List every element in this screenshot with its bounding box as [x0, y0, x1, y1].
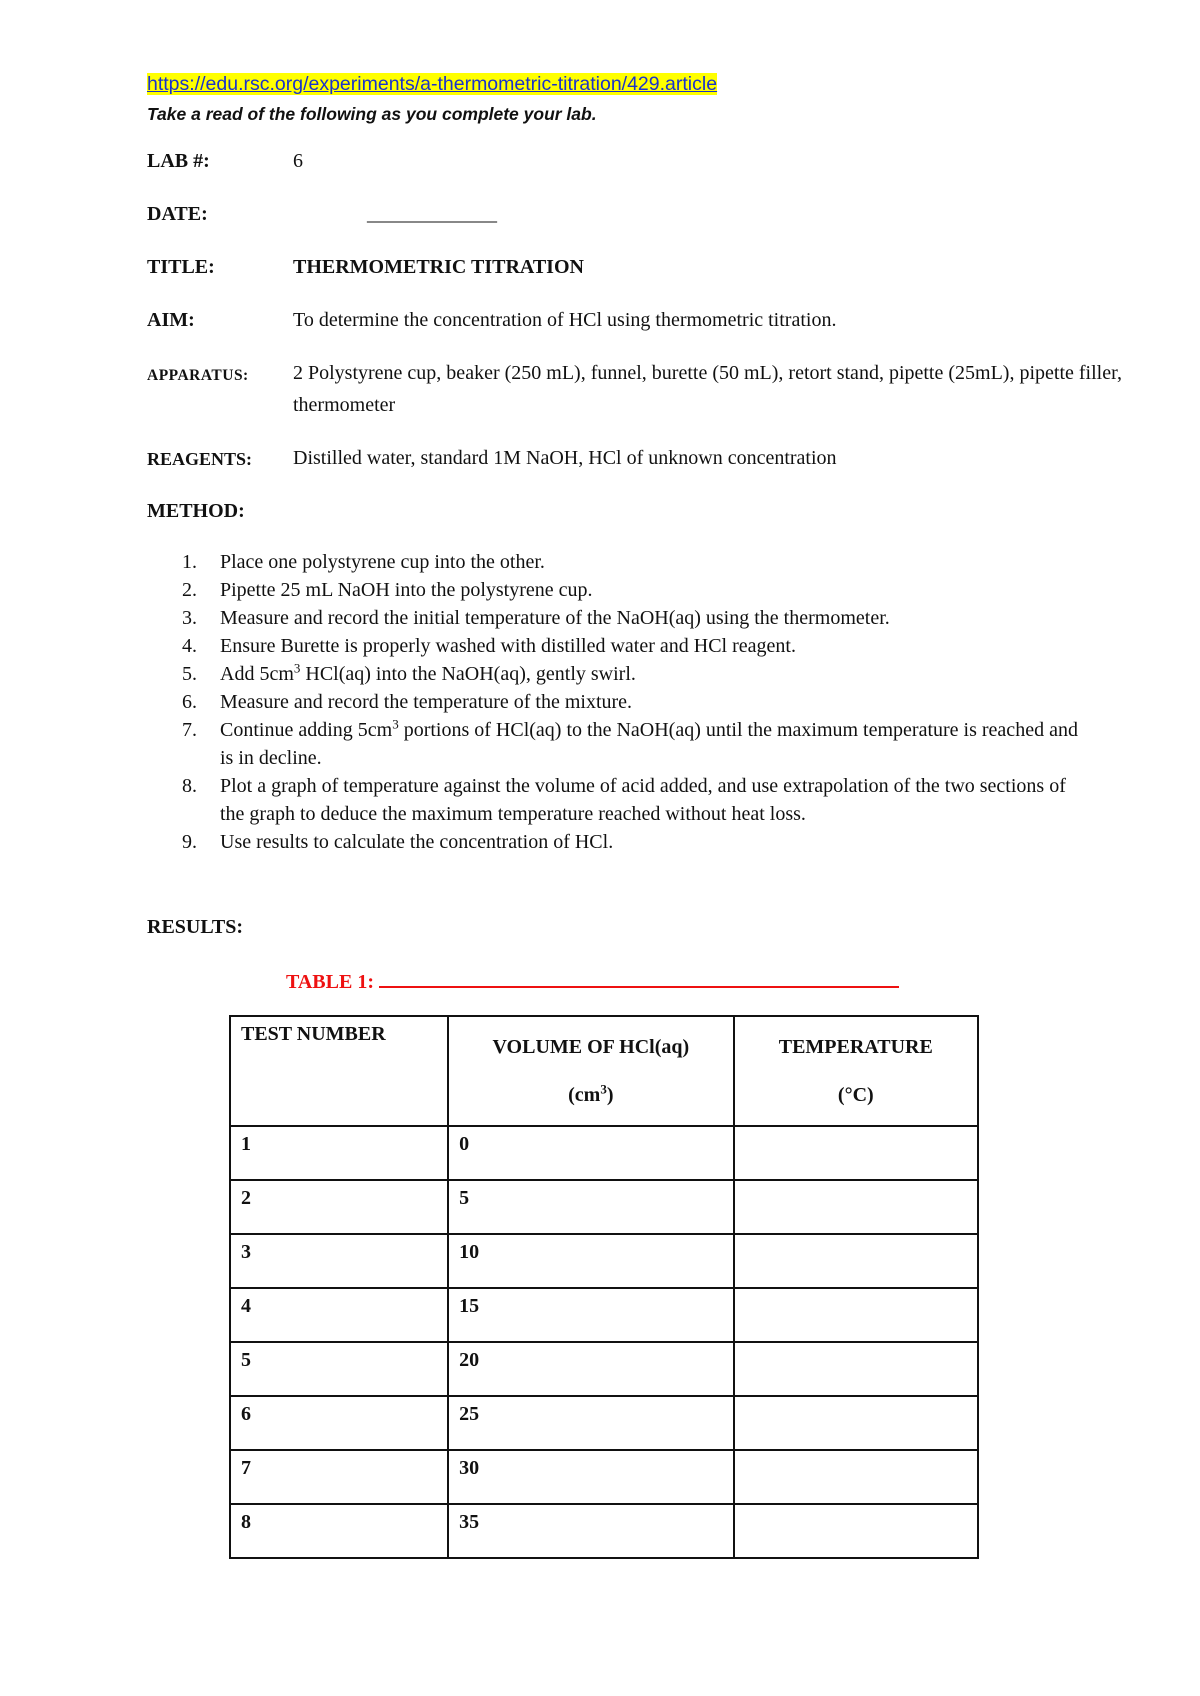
table-row [230, 1234, 978, 1288]
volume-cell: 5 [448, 1180, 734, 1234]
method-step: 1. Place one polystyrene cup into the other. [182, 551, 545, 573]
apparatus-value: 2 Polystyrene cup, beaker (250 mL), funnel, burette (50 mL), retort stand, pipette (25mL), pipette filler, thermometer [293, 362, 1122, 416]
method-step: 2. Pipette 25 mL NaOH into the polystyrene cup. [182, 579, 593, 601]
aim-value: To determine the concentration of HCl using thermometric titration. [293, 309, 837, 331]
title-label: TITLE: [147, 256, 215, 278]
method-step: 3. Measure and record the initial temperature of the NaOH(aq) using the thermometer. [182, 607, 890, 629]
reagents-label: REAGENTS: [147, 449, 253, 469]
temperature-cell[interactable] [734, 1396, 978, 1450]
temperature-cell[interactable] [734, 1342, 978, 1396]
date-label: DATE: [147, 203, 208, 225]
method-step: 5. Add $5cm^3$ HCl(aq) into the NaOH(aq), gently swirl. [182, 660, 636, 685]
method-step: 9. Use results to calculate the concentration of HCl. [182, 831, 614, 853]
table-row [230, 1126, 978, 1180]
table-header-row [230, 1016, 978, 1126]
aim-label: AIM: [147, 309, 195, 331]
test-cell: 1 [230, 1126, 448, 1180]
table-row [230, 1504, 978, 1558]
reagents-value: Distilled water, standard 1M NaOH, HCl of unknown concentration [293, 447, 837, 469]
volume-cell: 0 [448, 1126, 734, 1180]
lab-number-label: LAB #: [147, 150, 210, 172]
volume-cell: 15 [448, 1288, 734, 1342]
lab-number-value: 6 [293, 150, 303, 172]
table-caption [286, 966, 899, 994]
volume-cell: 10 [448, 1234, 734, 1288]
table-row [230, 1396, 978, 1450]
test-cell: 7 [230, 1450, 448, 1504]
apparatus-label: APPARATUS: [147, 367, 249, 384]
method-step: 4. Ensure Burette is properly washed with distilled water and HCl reagent. [182, 635, 796, 657]
results-heading: RESULTS: [147, 916, 243, 938]
volume-cell: 35 [448, 1504, 734, 1558]
reference-link[interactable]: https://edu.rsc.org/experiments/a-thermometric-titration/429.article [147, 73, 718, 95]
method-steps [147, 548, 1087, 856]
method-step: 8. Plot a graph of temperature against the volume of acid added, and use extrapolation of the two sections of the graph to deduce the maximum temperature reached without heat loss. [182, 775, 1066, 825]
table-row [230, 1342, 978, 1396]
instruction-note: Take a read of the following as you complete your lab. [147, 104, 597, 124]
temperature-cell[interactable] [734, 1234, 978, 1288]
test-cell: 4 [230, 1288, 448, 1342]
method-step: 6. Measure and record the temperature of the mixture. [182, 691, 633, 713]
date-value-blank: _____________ [367, 203, 497, 225]
volume-cell: 20 [448, 1342, 734, 1396]
table-row [230, 1450, 978, 1504]
method-heading: METHOD: [147, 500, 245, 522]
table-row [230, 1180, 978, 1234]
reference-url-line [147, 72, 717, 96]
test-cell: 6 [230, 1396, 448, 1450]
temperature-cell[interactable] [734, 1450, 978, 1504]
results-table [229, 1015, 979, 1559]
temperature-cell[interactable] [734, 1288, 978, 1342]
table-caption-blank [379, 966, 899, 988]
test-cell: 5 [230, 1342, 448, 1396]
method-step: 7. Continue adding $5cm^3$ portions of HCl(aq) to the NaOH(aq) until the maximum temperature is reached and is in decline. [182, 716, 1078, 769]
header-volume: VOLUME OF HCl(aq) $(cm^3)$ [448, 1016, 734, 1126]
test-cell: 8 [230, 1504, 448, 1558]
temperature-cell[interactable] [734, 1126, 978, 1180]
table-row [230, 1288, 978, 1342]
test-cell: 2 [230, 1180, 448, 1234]
header-temperature: TEMPERATURE (°C) [734, 1016, 978, 1126]
temperature-cell[interactable] [734, 1180, 978, 1234]
volume-cell: 30 [448, 1450, 734, 1504]
title-value: THERMOMETRIC TITRATION [293, 256, 584, 278]
table-caption-label: TABLE 1: [286, 971, 374, 993]
header-test-number: TEST NUMBER [230, 1016, 448, 1126]
test-cell: 3 [230, 1234, 448, 1288]
temperature-cell[interactable] [734, 1504, 978, 1558]
volume-cell: 25 [448, 1396, 734, 1450]
